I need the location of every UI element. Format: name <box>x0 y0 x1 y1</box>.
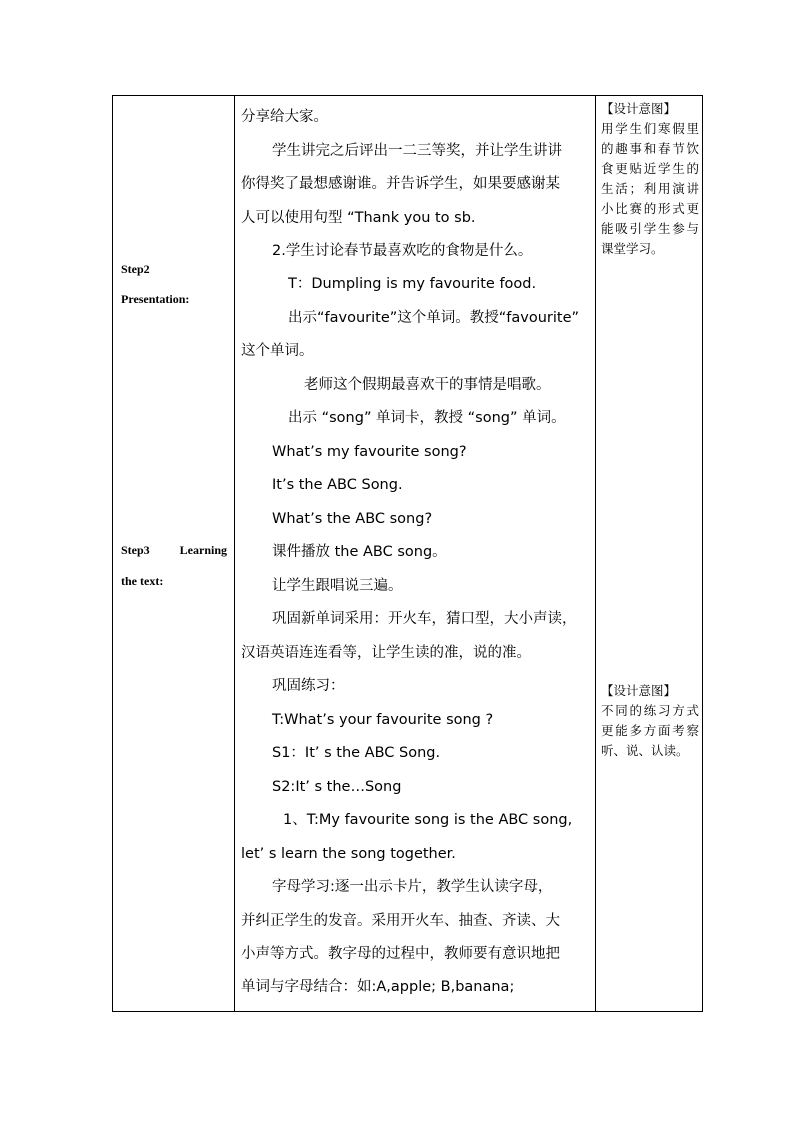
content-line: What’s the ABC song? <box>272 511 433 527</box>
step3-text-label: the text: <box>121 574 164 588</box>
design-intent-note-2 <box>601 681 699 761</box>
design-intent-note-1 <box>601 99 699 259</box>
content-line: 让学生跟唱说三遍。 <box>272 578 403 594</box>
content-line: 出示“favourite”这个单词。教授“favourite” <box>288 310 580 326</box>
content-line: 分享给大家。 <box>241 109 328 125</box>
step3-label <box>121 534 227 567</box>
content-line: 老师这个假期最喜欢干的事情是唱歌。 <box>304 377 551 393</box>
content-line: T：Dumpling is my favourite food. <box>288 276 537 292</box>
content-line: 2.学生讨论春节最喜欢吃的食物是什么。 <box>272 243 533 259</box>
content-line: 1、T:My favourite song is the ABC song, <box>283 812 573 828</box>
content-line: 巩固新单词采用：开火车，猜口型，大小声读， <box>272 611 577 627</box>
design-intent-title: 【设计意图】 <box>601 101 677 116</box>
column-divider-left <box>234 96 235 1011</box>
content-line: S1：It’ s the ABC Song. <box>272 745 441 761</box>
content-line: It’s the ABC Song. <box>272 477 403 493</box>
content-line: let’ s learn the song together. <box>241 846 456 862</box>
step3-word: Step3 <box>121 543 150 557</box>
content-line: 汉语英语连连看等，让学生读的准，说的准。 <box>241 645 531 661</box>
content-line: S2:It’ s the…Song <box>272 779 402 795</box>
content-line: 这个单词。 <box>241 343 314 359</box>
content-line: 巩固练习： <box>272 678 345 694</box>
design-intent-title: 【设计意图】 <box>601 683 677 698</box>
content-line: 出示 “song” 单词卡，教授 “song” 单词。 <box>288 410 566 426</box>
lesson-plan-table <box>112 95 703 1012</box>
content-line: T:What’s your favourite song ? <box>272 712 494 728</box>
content-line: 人可以使用句型 “Thank you to sb. <box>241 210 476 226</box>
content-line: 并纠正学生的发音。采用开火车、抽查、齐读、大 <box>241 913 560 929</box>
step2-presentation-label: Presentation: <box>121 292 190 306</box>
step2-label: Step2 <box>121 262 150 276</box>
content-line: 单词与字母结合：如:A,apple; B,banana; <box>241 979 515 995</box>
content-line: 小声等方式。教字母的过程中，教师要有意识地把 <box>241 946 560 962</box>
step3-learning-word: Learning <box>179 543 227 557</box>
design-intent-body: 不同的练习方式更能多方面考察听、说、认读。 <box>601 703 699 758</box>
content-line: 学生讲完之后评出一二三等奖，并让学生讲讲 <box>272 143 562 159</box>
content-line: 课件播放 the ABC song。 <box>272 544 447 560</box>
content-line: What’s my favourite song? <box>272 444 467 460</box>
design-intent-body: 用学生们寒假里的趣事和春节饮食更贴近学生的生活；利用演讲小比赛的形式更能吸引学生参与课堂学习。 <box>601 121 699 256</box>
content-line: 你得奖了最想感谢谁。并告诉学生，如果要感谢某 <box>241 176 560 192</box>
column-divider-right <box>595 96 596 1011</box>
content-line: 字母学习:逐一出示卡片，教学生认读字母， <box>272 879 553 895</box>
